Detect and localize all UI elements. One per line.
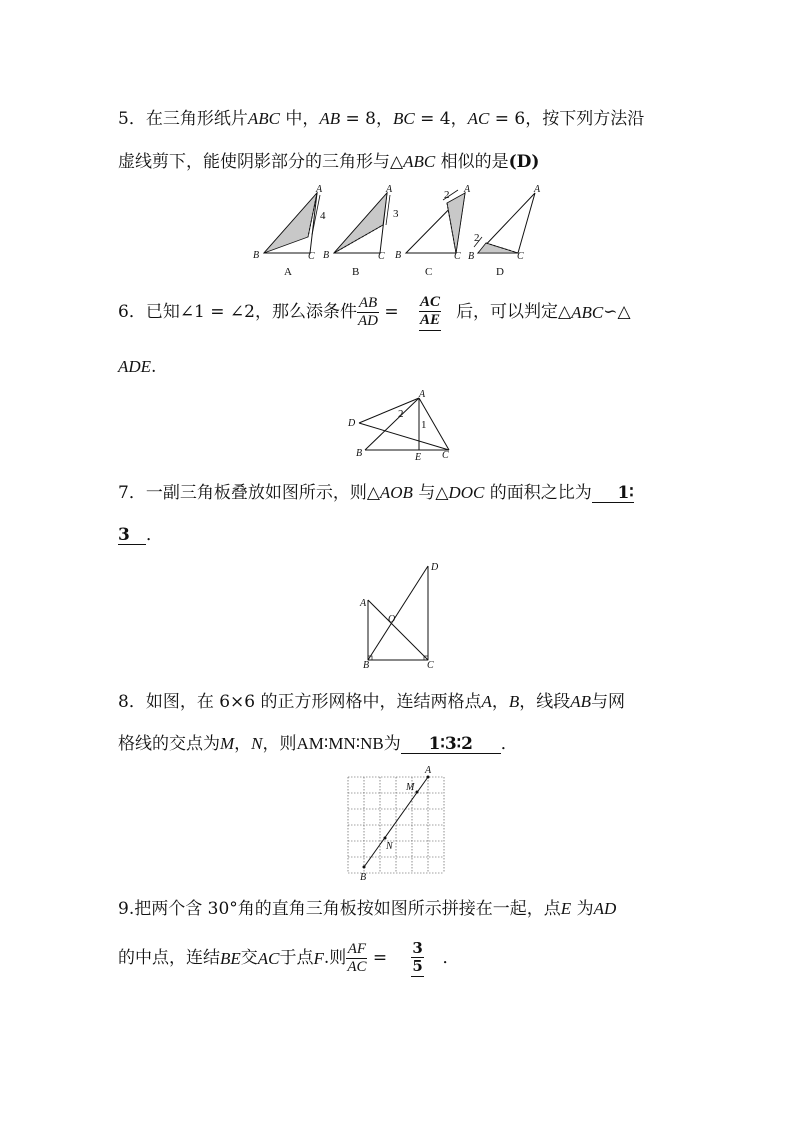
q5-option-c-figure — [395, 184, 471, 278]
q7-label-d: D — [431, 562, 439, 573]
q7-answer-part2: 3 — [118, 527, 146, 545]
q8-label-m: M — [406, 782, 415, 793]
q5b-label-c: C — [378, 251, 385, 262]
q7-line2: 3 ． — [118, 525, 163, 545]
q6-angle-1: 1 — [421, 419, 427, 431]
q6-label-a: A — [419, 389, 426, 400]
q5a-mark: 4 — [320, 210, 326, 222]
q6-fraction: $\frac{AB}{AD}$ — [358, 294, 378, 329]
q7-label-a: A — [360, 598, 367, 609]
q5-figure — [250, 184, 541, 278]
q8-label-b: B — [360, 872, 367, 883]
q5b-mark: 3 — [393, 208, 399, 220]
q8-label-a: A — [425, 765, 432, 776]
q5-option-d-figure — [468, 184, 541, 278]
q7-label-b: B — [363, 660, 370, 671]
q6-answer-blank: $\frac{AC}{AE}$ — [404, 294, 456, 331]
q9-line2: 的中点，连结BE交AC于点F.则 $\frac{AF}{AC}$ = $\frac{3}{5}$ ． — [118, 939, 460, 976]
q5d-label-a: A — [534, 184, 541, 195]
q9-answer-blank: $\frac{3}{5}$ — [412, 939, 423, 976]
q5b-label-a: A — [386, 184, 393, 195]
q6-line1: 6．已知∠1 = ∠2，那么添条件 $\frac{AB}{AD}$ = $\frac{AC}{AE}$ 后，可以判定△ABC∽△ — [118, 294, 631, 329]
q8-line1: 8．如图，在 6×6 的正方形网格中，连结两格点A，B，线段AB与网 — [118, 692, 626, 712]
q6-figure — [345, 389, 455, 463]
q7-label-c: C — [427, 660, 434, 671]
q5-option-b: B — [352, 266, 360, 278]
q9-line1: 9.把两个含 30°角的直角三角板按如图所示拼接在一起，点E 为AD — [118, 899, 617, 919]
q5d-label-b: B — [468, 251, 475, 262]
q6-angle-2: 2 — [398, 408, 404, 420]
q5-option-a: A — [284, 266, 292, 278]
q5-option-d: D — [496, 266, 504, 278]
q9-fraction: $\frac{AF}{AC}$ — [347, 940, 367, 975]
q5c-label-b: B — [395, 250, 402, 261]
q8-grid — [348, 777, 444, 873]
q7-label-o: O — [388, 614, 396, 625]
q5a-label-c: C — [308, 251, 315, 262]
q6-label-b: B — [356, 448, 363, 459]
q7-figure — [360, 560, 450, 672]
q5c-mark: 2 — [444, 189, 450, 201]
q5d-label-c: C — [517, 251, 524, 262]
q5-line1: 5．在三角形纸片ABC 中，AB = 8，BC = 4，AC = 6，按下列方法沿 — [118, 109, 645, 129]
q6-line2: ADE. — [118, 357, 157, 377]
q5-option-c: C — [425, 266, 433, 278]
q5d-mark: 2 — [474, 232, 480, 244]
q5-option-a-figure — [253, 184, 326, 278]
q7-answer-part1: 1∶ — [592, 485, 634, 503]
q6-label-d: D — [348, 418, 356, 429]
q8-answer: 1∶3∶2 — [401, 736, 501, 754]
q5-option-b-figure — [323, 184, 402, 278]
q5c-label-c: C — [454, 251, 461, 262]
q5a-label-a: A — [316, 184, 323, 195]
q6-label-c: C — [442, 450, 449, 461]
q5-line2: 虚线剪下，能使阴影部分的三角形与△ABC 相似的是(D) — [118, 152, 540, 172]
q6-label-e: E — [415, 452, 422, 463]
q8-figure — [345, 765, 455, 885]
q7-line1: 7．一副三角板叠放如图所示，则△AOB 与△DOC 的面积之比为 1∶ — [118, 483, 634, 503]
q8-line2: 格线的交点为M，N，则AM∶MN∶NB为 1∶3∶2 ． — [118, 734, 518, 754]
q5b-label-b: B — [323, 250, 330, 261]
q8-label-n: N — [386, 841, 393, 852]
q5-answer: (D) — [508, 152, 540, 172]
q5c-label-a: A — [464, 184, 471, 195]
q5a-label-b: B — [253, 250, 260, 261]
